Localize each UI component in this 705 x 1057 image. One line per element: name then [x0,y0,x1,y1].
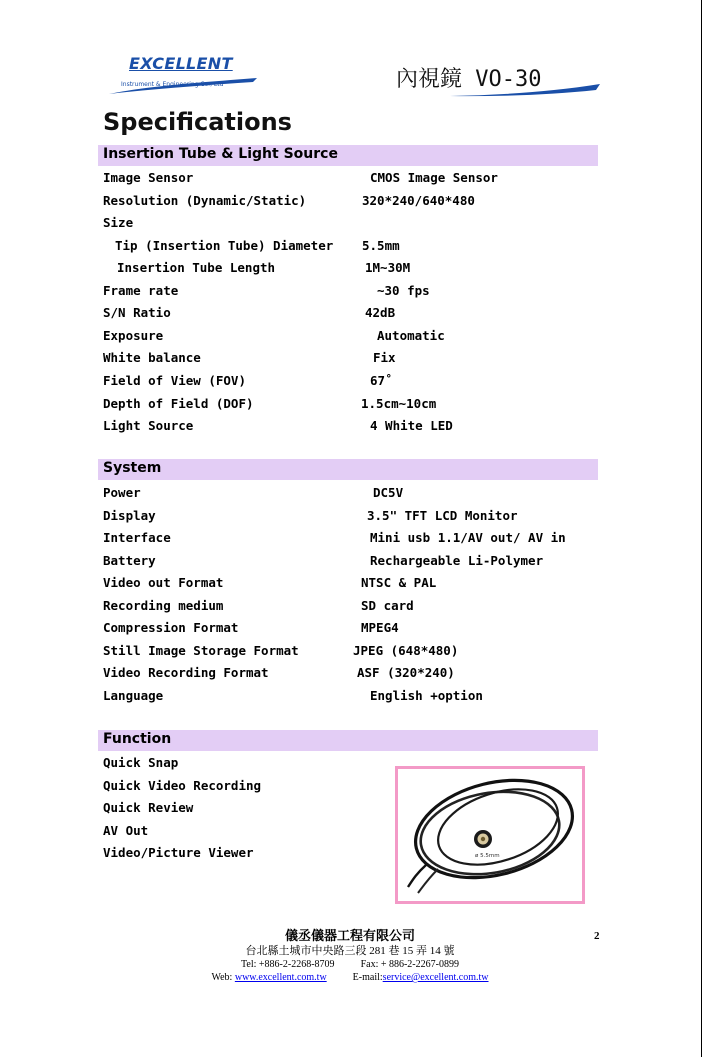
spec-label: Tip (Insertion Tube) Diameter [115,238,334,253]
spec-label: Video out Format [103,575,224,590]
logo-name: EXCELLENT [129,54,233,73]
spec-value: English +option [370,688,483,703]
spec-label: Insertion Tube Length [117,260,276,275]
spec-value: JPEG (648*480) [353,643,459,658]
page-heading: Specifications [103,108,292,136]
spec-value: ~30 fps [377,283,430,298]
spec-value: 3.5" TFT LCD Monitor [367,508,518,523]
spec-row [103,193,603,215]
footer-web-label: Web: [211,972,235,983]
footer-fax: Fax: + 886-2-2267-0899 [360,959,459,970]
spec-row [103,396,603,418]
spec-value: Mini usb 1.1/AV out/ AV in [370,530,566,545]
spec-row [103,238,603,260]
spec-value: CMOS Image Sensor [370,170,498,185]
page-edge-rule [701,0,702,1057]
spec-value: ASF (320*240) [357,665,455,680]
spec-value: Fix [373,350,396,365]
spec-label: Still Image Storage Format [103,643,299,658]
spec-value: 42dB [365,305,396,320]
spec-value: DC5V [373,485,404,500]
spec-row [103,485,603,507]
spec-value: NTSC & PAL [361,575,437,590]
endoscope-cable-icon [398,769,582,901]
spec-row [103,373,603,395]
spec-value: 5.5mm [362,238,400,253]
footer-tel: Tel: +886-2-2268-8709 [241,959,335,970]
function-item: Video/Picture Viewer [103,845,254,860]
spec-label: Recording medium [103,598,224,613]
spec-label: Exposure [103,328,164,343]
spec-label: Power [103,485,141,500]
spec-row [103,328,603,350]
spec-row [103,643,603,665]
spec-value: SD card [361,598,414,613]
spec-row [103,688,603,710]
spec-value: Automatic [377,328,445,343]
spec-label: Field of View (FOV) [103,373,246,388]
spec-label: Language [103,688,164,703]
spec-label: White balance [103,350,201,365]
spec-row [103,598,603,620]
spec-label: Display [103,508,156,523]
spec-row [103,665,603,687]
spec-row [103,530,603,552]
function-item: Quick Snap [103,755,179,770]
spec-value: 1M~30M [365,260,411,275]
product-title: 內視鏡 VO-30 [396,67,542,92]
spec-label: Image Sensor [103,170,194,185]
footer-web-line [150,971,550,984]
spec-row [103,350,603,372]
function-item: AV Out [103,823,149,838]
section-title: System [103,460,162,476]
spec-label: Size [103,215,134,230]
spec-value: 4 White LED [370,418,453,433]
spec-row [103,305,603,327]
spec-row [103,508,603,530]
title-swoosh-icon [450,80,602,98]
spec-row [103,283,603,305]
page-number: 2 [594,930,600,942]
footer-email-label: E-mail: [352,972,383,983]
product-photo [395,766,585,904]
footer-address: 台北縣土城市中央路三段 281 巷 15 弄 14 號 [245,945,455,957]
spec-label: Battery [103,553,156,568]
spec-label: Resolution (Dynamic/Static) [103,193,307,208]
footer [150,928,550,984]
spec-value: 320*240/640*480 [362,193,475,208]
spec-label: Light Source [103,418,194,433]
footer-phone-line [150,958,550,971]
footer-company: 儀丞儀器工程有限公司 [284,928,415,943]
spec-label: Interface [103,530,171,545]
footer-email-link[interactable]: service@excellent.com.tw [382,972,489,983]
spec-row [103,418,603,440]
section-title: Function [103,731,172,747]
spec-row [103,260,603,282]
function-item: Quick Review [103,800,194,815]
section-bar-system [98,459,598,480]
company-logo [107,54,267,96]
function-item: Quick Video Recording [103,778,262,793]
photo-caption: ø 5.5mm [475,853,500,859]
section-bar-function [98,730,598,751]
spec-label: Frame rate [103,283,179,298]
section-bar-insertion [98,145,598,166]
footer-web-link[interactable]: www.excellent.com.tw [234,972,327,983]
spec-label: Video Recording Format [103,665,269,680]
spec-label: Depth of Field (DOF) [103,396,254,411]
spec-value: 1.5cm~10cm [361,396,437,411]
spec-value: MPEG4 [361,620,399,635]
spec-value: 67˚ [370,373,393,388]
spec-label: Compression Format [103,620,239,635]
logo-subtitle: Instrument & Engineering Co., Ltd [121,81,224,88]
spec-row [103,575,603,597]
spec-label: S/N Ratio [103,305,171,320]
spec-row [103,620,603,642]
spec-value: Rechargeable Li-Polymer [370,553,544,568]
spec-row [103,553,603,575]
spec-row [103,170,603,192]
spec-row [103,215,603,237]
section-title: Insertion Tube & Light Source [103,146,338,162]
